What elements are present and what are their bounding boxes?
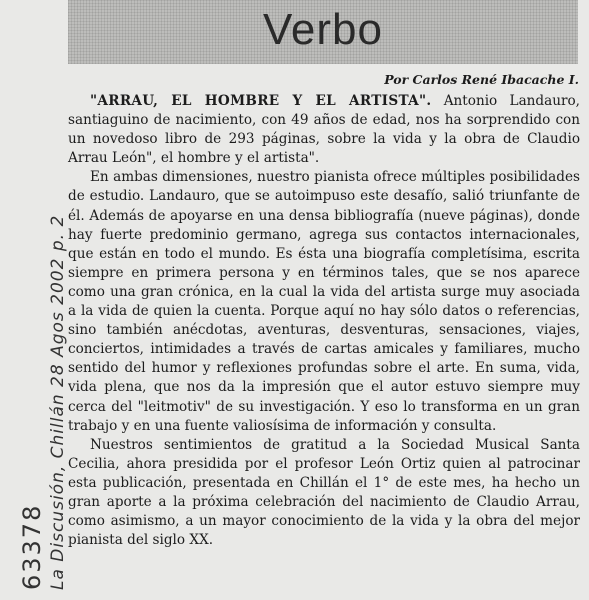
article-paragraph-3: Nuestros sentimientos de gratitud a la Sociedad Musical Santa Cecilia, ahora presidida por el profesor León Ortiz quien al patrocinar esta publicación, presentada en Chillán el 1° de este mes, ha hecho un gran aporte a la próxima celebración del nacimiento de Claudio Arrau, como asimismo, a un mayor conocimiento de la vida y la obra del mejor pianista del siglo XX. (68, 436, 580, 549)
article-body (68, 92, 580, 550)
book-title-lead: "ARRAU, EL HOMBRE Y EL ARTISTA". (90, 93, 432, 109)
author-byline: Por Carlos René Ibacache I. (384, 72, 579, 87)
handwritten-catalog-number: 63378 (18, 503, 46, 590)
article-paragraph-2: En ambas dimensiones, nuestro pianista ofrece múltiples posibilidades de estudio. Landauro, que se autoimpuso este desafío, salió triunfante de él. Además de apoyarse en una densa bibliografía (nueve páginas), donde hay fuerte predominio germano, agrega sus contactos internacionales, que están en todo el mundo. Es ésta una biografía completísima, escrita siempre en primera persona y en términos tales, que se nos aparece como una gran crónica, en la cual la vida del artista surge muy asociada a la vida de quien la cuenta. Porque aquí no hay sólo datos o referencias, sino también anécdotas, aventuras, desventuras, sensaciones, viajes, conciertos, intimidades a través de cartas amicales y familiares, mucho sentido del humor y reflexiones profundas sobre el arte. En suma, vida, vida plena, que nos da la impresión que el autor estuvo siempre muy cerca del "leitmotiv" de su investigación. Y eso lo transforma en un gran trabajo y en una fuente valiosísima de información y consulta. (68, 169, 580, 434)
article-paragraph-1 (68, 92, 580, 168)
paragraph-1-text: Antonio Landauro, santiaguino de nacimiento, con 49 años de edad, nos ha sorprendido con un novedoso libro de 293 páginas, sobre la vida y la obra de Claudio Arrau León", el hombre y el artista". (68, 93, 580, 167)
column-header (68, 0, 578, 64)
handwritten-source-note: La Discusión, Chillán 28 Agos 2002 p. 2 (48, 214, 68, 590)
column-title: Verbo (263, 5, 383, 54)
